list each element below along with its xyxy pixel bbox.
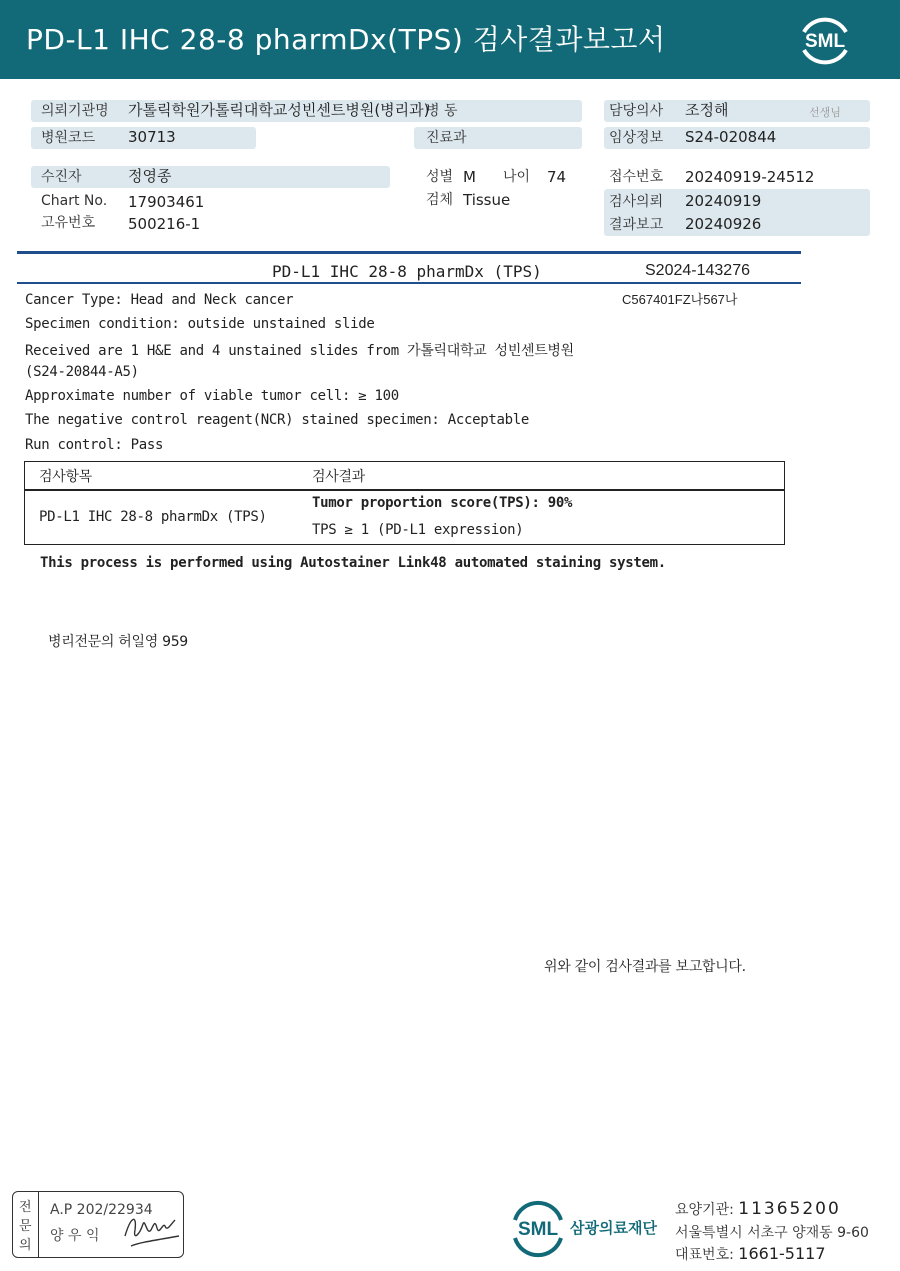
specialist-signature-box: [12, 1191, 184, 1258]
sig-name: 양 우 익: [50, 1228, 100, 1244]
receipt-no-label: 접수번호: [609, 169, 664, 185]
closing-statement: 위와 같이 검사결과를 보고합니다.: [544, 959, 746, 975]
sig-side-char: 전: [19, 1200, 32, 1215]
institution-value: 가톨릭학원가톨릭대학교성빈센트병원(병리과): [128, 101, 430, 119]
sig-side-char: 의: [19, 1238, 32, 1253]
result-table: [24, 461, 785, 545]
request-date-value: 20240919: [685, 192, 762, 210]
address: 서울특별시 서초구 양재동 9-60: [675, 1225, 869, 1241]
tps-expression-cell: TPS ≥ 1 (PD-L1 expression): [312, 522, 524, 538]
report-code: C567401FZ나567나: [622, 292, 738, 307]
signature-side-label: [13, 1192, 39, 1257]
header-logo-text: SML: [804, 31, 846, 52]
viable-cell-line: Approximate number of viable tumor cell: ≥ 100: [25, 388, 399, 404]
cancer-type-line: Cancer Type: Head and Neck cancer: [25, 292, 294, 308]
received-slides-line: Received are 1 H&E and 4 unstained slides from 가톨릭대학교 성빈센트병원: [25, 343, 574, 359]
tps-score-cell: Tumor proportion score(TPS): 90%: [312, 495, 573, 511]
handwritten-signature-icon: [121, 1206, 183, 1252]
report-bottom-rule: [17, 282, 801, 284]
patient-row-bg: [31, 166, 390, 188]
doctor-suffix: 선생님: [809, 106, 841, 119]
report-id: S2024-143276: [645, 262, 750, 279]
foundation-name: 삼광의료재단: [570, 1219, 657, 1237]
chart-no-label: Chart No.: [41, 193, 108, 209]
report-header: [0, 0, 900, 79]
footer-logo-text: SML: [517, 1219, 559, 1240]
sig-side-char: 문: [19, 1219, 32, 1234]
report-date-value: 20240926: [685, 215, 762, 233]
report-date-label: 결과보고: [609, 217, 664, 233]
phone-value: 1661-5117: [738, 1244, 826, 1263]
pathologist-signature: 병리전문의 허일영 959: [48, 634, 188, 650]
col-header-test-item: 검사항목: [39, 469, 92, 485]
sex-label: 성별: [426, 169, 454, 185]
receipt-no-value: 20240919-24512: [685, 168, 815, 186]
slide-id-line: (S24-20844-A5): [25, 364, 139, 380]
report-test-title: PD-L1 IHC 28-8 pharmDx (TPS): [272, 262, 542, 281]
sig-license: A.P 202/22934: [50, 1202, 153, 1218]
hospital-code-value: 30713: [128, 128, 176, 146]
specimen-condition-line: Specimen condition: outside unstained slide: [25, 316, 375, 332]
phone: [675, 1244, 826, 1264]
doctor-label: 담당의사: [609, 103, 664, 119]
age-value: 74: [547, 168, 567, 186]
hospital-code-label: 병원코드: [41, 130, 96, 146]
clinical-info-label: 임상정보: [609, 130, 664, 146]
process-note: This process is performed using Autostainer Link48 automated staining system.: [40, 555, 666, 571]
specimen-label: 검체: [426, 192, 454, 208]
test-name-cell: PD-L1 IHC 28-8 pharmDx (TPS): [39, 509, 267, 525]
institution-label: 의뢰기관명: [41, 103, 109, 119]
report-top-rule: [17, 251, 801, 254]
doctor-value: 조정해: [685, 101, 729, 119]
sml-foundation-logo-icon: [508, 1198, 568, 1258]
patient-value: 정영종: [128, 167, 172, 185]
unique-no-label: 고유번호: [41, 215, 96, 231]
specimen-value: Tissue: [463, 191, 511, 209]
clinical-info-value: S24-020844: [685, 128, 777, 146]
facility-code: [675, 1199, 841, 1219]
sml-logo-icon: [796, 12, 854, 70]
request-date-label: 검사의뢰: [609, 194, 664, 210]
sex-value: M: [463, 168, 476, 186]
department-label: 진료과: [426, 130, 467, 146]
chart-no-value: 17903461: [128, 193, 205, 211]
table-header-divider: [25, 489, 784, 491]
facility-label: 요양기관:: [675, 1202, 734, 1218]
patient-label: 수진자: [41, 169, 82, 185]
unique-no-value: 500216-1: [128, 215, 201, 233]
col-header-test-result: 검사결과: [312, 469, 365, 485]
ncr-line: The negative control reagent(NCR) stained specimen: Acceptable: [25, 412, 529, 428]
report-title-heading: PD-L1 IHC 28-8 pharmDx(TPS) 검사결과보고서: [26, 23, 666, 56]
ward-label: 병 동: [426, 103, 458, 119]
phone-label: 대표번호:: [675, 1247, 734, 1263]
age-label: 나이: [503, 169, 531, 185]
facility-value: 11365200: [738, 1199, 841, 1219]
run-control-line: Run control: Pass: [25, 437, 164, 453]
